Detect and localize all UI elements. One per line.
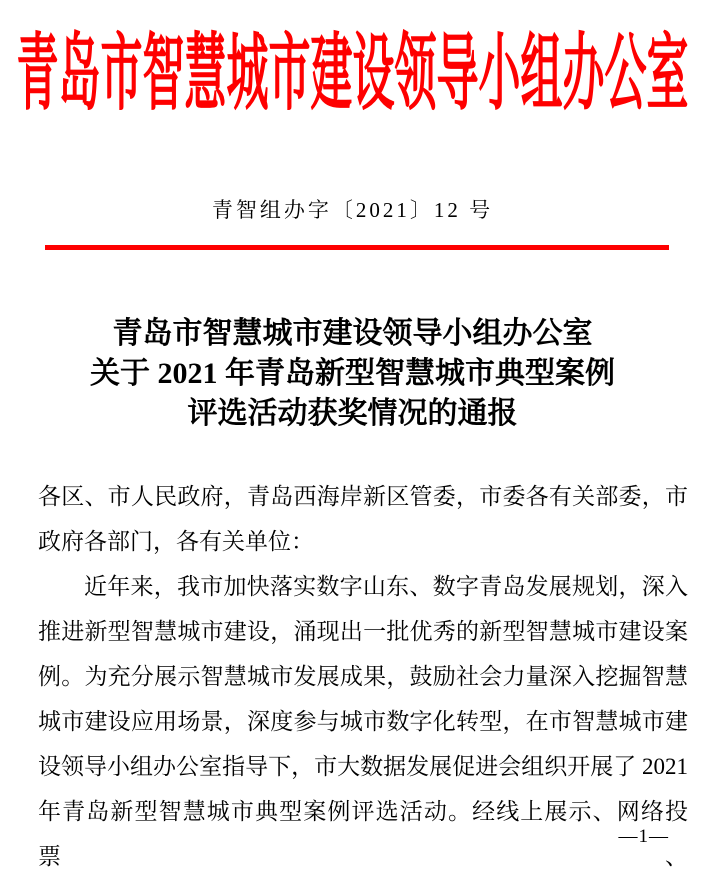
doc-number: 青智组办字〔2021〕12 号 bbox=[211, 198, 494, 222]
body-line-3: 近年来，我市加快落实数字山东、数字青岛发展规划，深入 bbox=[84, 574, 688, 599]
body-line-5: 例。为充分展示智慧城市发展成果，鼓励社会力量深入挖掘智慧 bbox=[38, 664, 688, 689]
title-line-2: 关于 2021 年青岛新型智慧城市典型案例 bbox=[90, 357, 615, 390]
body-line-4: 推进新型智慧城市建设，涌现出一批优秀的新型智慧城市建设案 bbox=[38, 619, 688, 644]
page-number: —1— bbox=[618, 826, 669, 847]
letterhead-org-name: 青岛市智慧城市建设领导小组办公室 bbox=[16, 30, 689, 122]
title-line-3: 评选活动获奖情况的通报 bbox=[187, 397, 518, 430]
letterhead bbox=[0, 30, 705, 122]
body-line-8: 年青岛新型智慧城市典型案例评选活动。经线上展示、网络投票、 bbox=[38, 799, 688, 869]
title-line-1: 青岛市智慧城市建设领导小组办公室 bbox=[112, 317, 593, 350]
body-line-1: 各区、市人民政府，青岛西海岸新区管委，市委各有关部委，市 bbox=[38, 484, 688, 509]
body-line-2: 政府各部门，各有关单位： bbox=[38, 529, 314, 554]
document-body bbox=[38, 474, 688, 869]
body-line-7: 设领导小组办公室指导下，市大数据发展促进会组织开展了 2021 bbox=[38, 754, 688, 779]
body-line-6: 城市建设应用场景，深度参与城市数字化转型，在市智慧城市建 bbox=[38, 709, 688, 734]
document-title bbox=[0, 314, 705, 434]
red-divider-rule bbox=[45, 245, 669, 250]
